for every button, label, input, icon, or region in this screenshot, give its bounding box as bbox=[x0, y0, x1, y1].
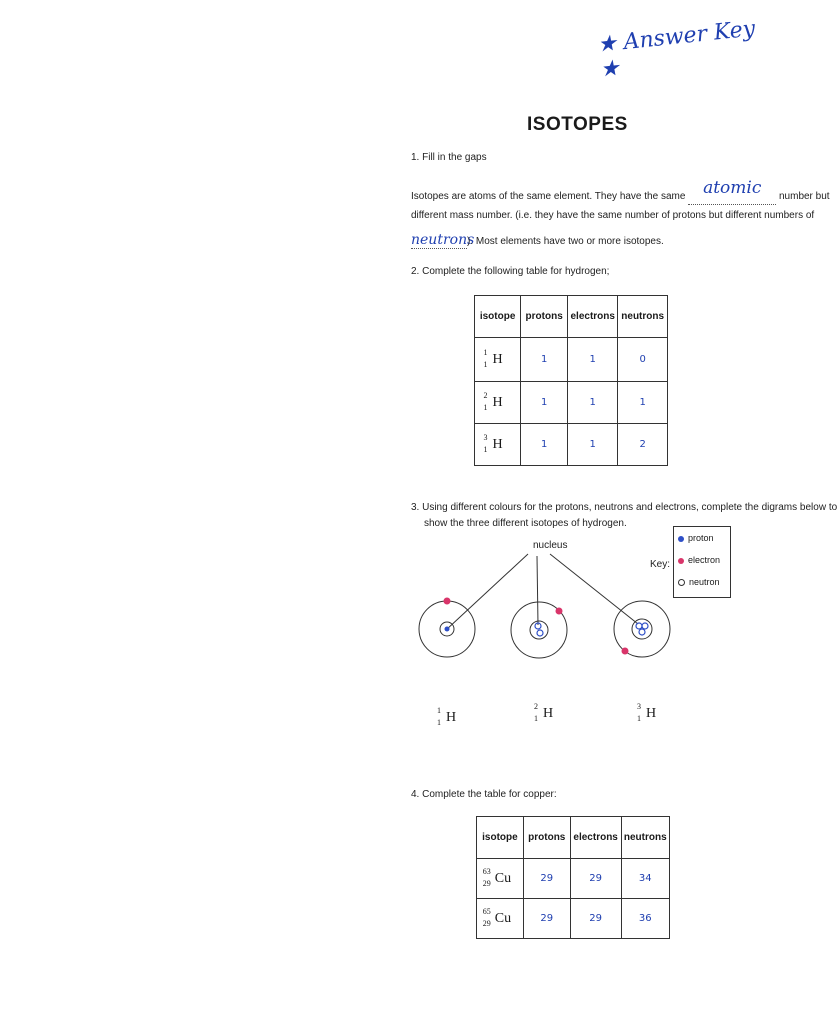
mass-number: 63 bbox=[482, 866, 491, 876]
element-symbol: Cu bbox=[494, 870, 512, 886]
electron-dot bbox=[444, 598, 451, 605]
table-header: neutrons bbox=[618, 296, 668, 338]
protons-cell: 1 bbox=[521, 382, 568, 424]
isotope-cell bbox=[477, 859, 524, 899]
table-header: neutrons bbox=[621, 817, 669, 859]
q1-line1-text: Isotopes are atoms of the same element. They have the same bbox=[411, 191, 686, 202]
neutron-dot bbox=[639, 629, 645, 635]
mass-number: 2 bbox=[483, 390, 488, 400]
isotope-diagrams bbox=[400, 530, 670, 680]
key-electron-label: electron bbox=[688, 555, 721, 565]
table-header: protons bbox=[523, 817, 570, 859]
q1-line1 bbox=[411, 178, 830, 205]
atomic-number: 1 bbox=[483, 359, 488, 369]
key-proton-label: proton bbox=[688, 533, 714, 543]
hydrogen-table bbox=[474, 295, 668, 466]
key-row-proton bbox=[678, 533, 714, 543]
q1-line1-end: number but bbox=[778, 191, 830, 202]
q1-neutrons-blank bbox=[411, 232, 475, 249]
key-neutron-label: neutron bbox=[689, 577, 720, 587]
table-header: protons bbox=[521, 296, 568, 338]
neutrons-cell: 36 bbox=[621, 899, 669, 939]
table-row bbox=[475, 424, 668, 466]
electrons-cell: 1 bbox=[568, 382, 618, 424]
neutron-icon bbox=[678, 579, 685, 586]
atom-label-2 bbox=[534, 702, 554, 723]
q1-line3 bbox=[411, 232, 664, 249]
atomic-number: 1 bbox=[483, 444, 488, 454]
mass-number: 1 bbox=[483, 347, 488, 357]
mass-number: 2 bbox=[534, 702, 538, 711]
atomic-number: 1 bbox=[483, 402, 488, 412]
protons-cell: 1 bbox=[521, 338, 568, 382]
atom-hydrogen-3 bbox=[614, 601, 670, 657]
q1-atomic-blank bbox=[688, 178, 776, 205]
electrons-cell: 29 bbox=[570, 859, 621, 899]
proton-icon bbox=[678, 536, 684, 542]
neutron-dot bbox=[642, 623, 648, 629]
table-header: isotope bbox=[475, 296, 521, 338]
isotope-cell bbox=[475, 338, 521, 382]
q1-neutrons-answer: neutrons bbox=[411, 232, 475, 248]
mass-number: 65 bbox=[482, 906, 491, 916]
q3-line1: 3. Using different colours for the protons, neutrons and electrons, complete the digrams below to bbox=[411, 502, 837, 513]
atomic-number: 1 bbox=[534, 714, 538, 723]
q1-line2: different mass number. (i.e. they have the same number of protons but different numbers of bbox=[411, 210, 815, 221]
electron-icon bbox=[678, 558, 684, 564]
protons-cell: 29 bbox=[523, 899, 570, 939]
isotope-cell bbox=[477, 899, 524, 939]
atom-hydrogen-2 bbox=[511, 602, 567, 658]
atom-label-1 bbox=[437, 706, 457, 727]
element-symbol: H bbox=[446, 710, 457, 725]
element-symbol: H bbox=[543, 706, 554, 721]
key-label: Key: bbox=[650, 559, 671, 570]
neutrons-cell: 1 bbox=[618, 382, 668, 424]
key-box bbox=[673, 526, 731, 598]
key-row-neutron bbox=[678, 577, 720, 587]
q1-heading: 1. Fill in the gaps bbox=[411, 152, 487, 163]
atomic-number: 1 bbox=[637, 714, 641, 723]
protons-cell: 29 bbox=[523, 859, 570, 899]
page-title: ISOTOPES bbox=[527, 114, 628, 135]
q3-line2: show the three different isotopes of hydrogen. bbox=[424, 518, 627, 529]
neutrons-cell: 0 bbox=[618, 338, 668, 382]
table-header: isotope bbox=[477, 817, 524, 859]
mass-number: 3 bbox=[483, 432, 488, 442]
table-header: electrons bbox=[568, 296, 618, 338]
electrons-cell: 1 bbox=[568, 338, 618, 382]
isotope-cell bbox=[475, 382, 521, 424]
atom-hydrogen-1 bbox=[419, 598, 475, 658]
table-header: electrons bbox=[570, 817, 621, 859]
leader-line bbox=[446, 554, 528, 630]
atomic-number: 29 bbox=[482, 878, 491, 888]
nucleus-label: nucleus bbox=[533, 540, 568, 551]
electron-dot bbox=[556, 608, 563, 615]
copper-table bbox=[476, 816, 670, 939]
q2-heading: 2. Complete the following table for hydrogen; bbox=[411, 266, 610, 277]
proton-dot bbox=[445, 627, 450, 632]
element-symbol: H bbox=[646, 706, 657, 721]
atom-label-3 bbox=[637, 702, 657, 723]
table-row bbox=[475, 382, 668, 424]
protons-cell: 1 bbox=[521, 424, 568, 466]
mass-number: 1 bbox=[437, 706, 441, 715]
answer-key-label: ★ Answer Key ★ bbox=[595, 16, 757, 83]
q1-atomic-answer: atomic bbox=[703, 178, 762, 198]
atomic-number: 1 bbox=[437, 718, 441, 727]
key-row-electron bbox=[678, 555, 720, 565]
leader-line bbox=[550, 554, 638, 624]
table-row bbox=[475, 338, 668, 382]
electron-dot bbox=[622, 648, 629, 655]
table-row bbox=[477, 899, 670, 939]
element-symbol: Cu bbox=[494, 910, 512, 926]
element-symbol: H bbox=[492, 436, 503, 452]
mass-number: 3 bbox=[637, 702, 641, 711]
atomic-number: 29 bbox=[482, 918, 491, 928]
electrons-cell: 29 bbox=[570, 899, 621, 939]
leader-line bbox=[537, 556, 538, 625]
q1-line3-text: ). Most elements have two or more isotopes. bbox=[467, 236, 664, 247]
element-symbol: H bbox=[492, 351, 503, 367]
neutron-dot bbox=[537, 630, 543, 636]
q4-heading: 4. Complete the table for copper: bbox=[411, 789, 557, 800]
electrons-cell: 1 bbox=[568, 424, 618, 466]
neutrons-cell: 2 bbox=[618, 424, 668, 466]
isotope-cell bbox=[475, 424, 521, 466]
proton-dot bbox=[636, 623, 642, 629]
table-row bbox=[477, 859, 670, 899]
neutrons-cell: 34 bbox=[621, 859, 669, 899]
element-symbol: H bbox=[492, 394, 503, 410]
